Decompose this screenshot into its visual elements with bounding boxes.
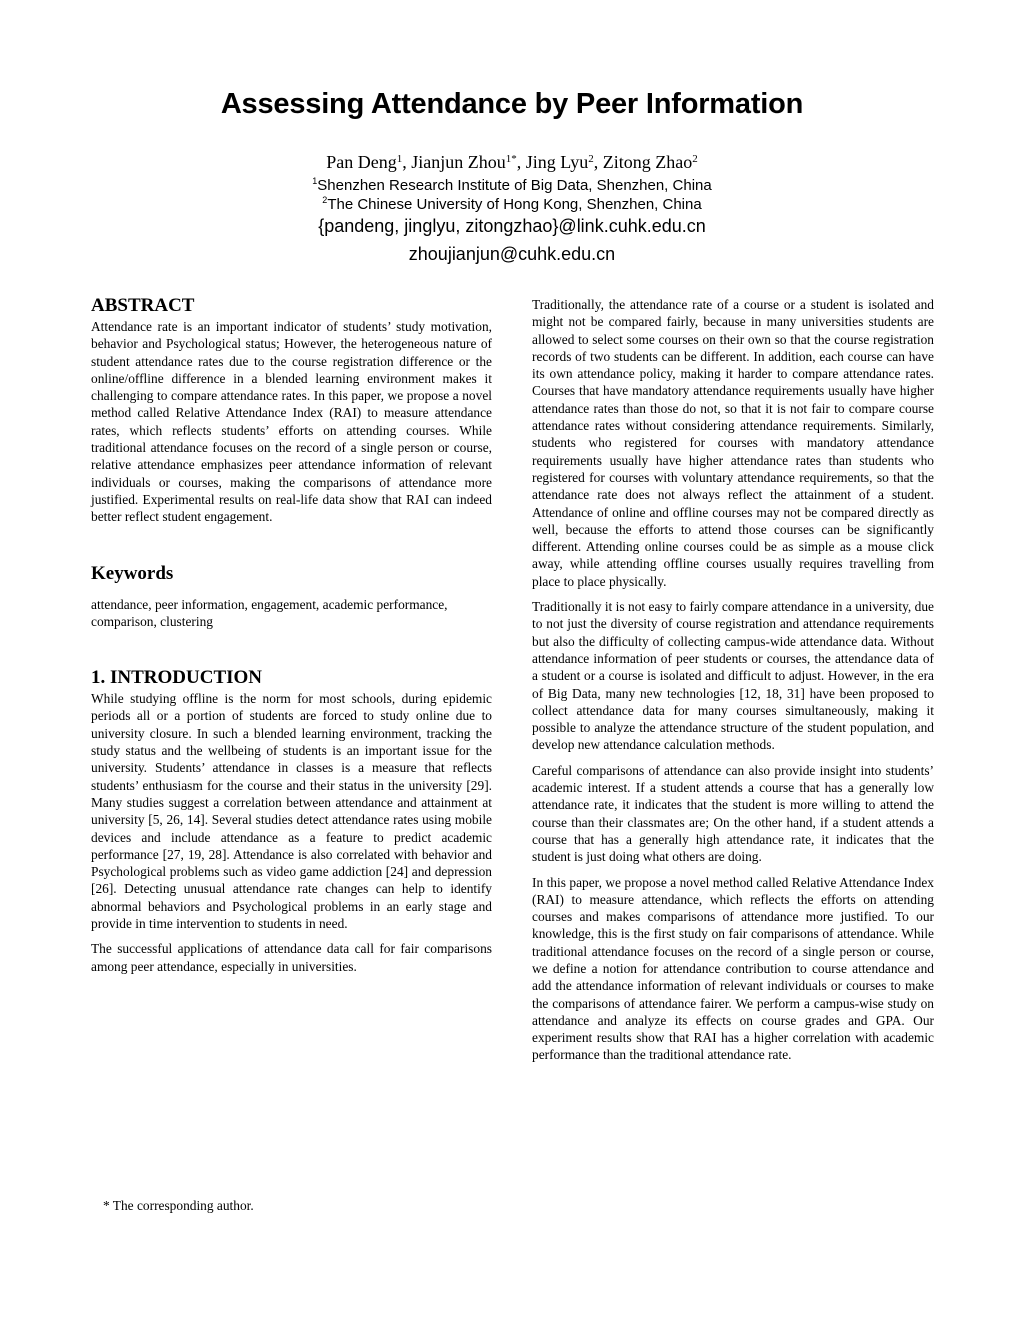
affiliation-text: The Chinese University of Hong Kong, Shenzhen, China	[327, 196, 702, 213]
affiliation-2	[0, 196, 1024, 213]
intro-paragraph: Traditionally it is not easy to fairly compare attendance in a university, due to not just the diversity of course registration and attendance requirements but also the difficulty of collecting campus-wide attendance data. Without attendance information of peer students or courses, the attendance data of a student or a course is isolated and difficult to adjust. However, in the era of Big Data, many new technologies [12, 18, 31] have been proposed to collect attendance data for many courses simultaneously, making it possible to analyze the attendance structure of the student population, and develop new attendance calculation methods.	[532, 599, 934, 753]
abstract-text: Attendance rate is an important indicator of students’ study motivation, behavior and Psychological status; However, the heterogeneous nature of student attendance rates due to the course registration difference or the online/offline difference in a blended learning environment makes it challenging to compare attendance rates. In this paper, we propose a novel method called Relative Attendance Index (RAI) to measure attendance rates, which reflects students’ efforts on attending courses. While traditional attendance focuses on the record of a single person or course, relative attendance emphasizes peer attendance information of relevant individuals or courses, making the comparisons of attendance more justified. Experimental results on real-life data show that RAI can indeed better reflect student engagement.	[91, 319, 492, 525]
author-affil-mark: 1	[396, 153, 403, 165]
email-line-2: zhoujianjun@cuhk.edu.cn	[408, 244, 616, 264]
intro-paragraph: Careful comparisons of attendance can also provide insight into students’ academic interest. If a student attends a course that has a generally low attendance rate, it indicates that the student is more willing to attend the course than their classmates are; On the other hand, if a student attends a course that has a generally high attendance rate, it indicates that the student is just doing what others are doing.	[532, 762, 934, 865]
left-column	[91, 294, 492, 983]
author-name: Jianjun Zhou	[411, 152, 506, 172]
affiliation-text: Shenzhen Research Institute of Big Data, Shenzhen, China	[317, 177, 712, 194]
introduction-heading: 1. INTRODUCTION	[91, 667, 263, 689]
footnote: * The corresponding author.	[103, 1198, 254, 1213]
keywords-heading: Keywords	[91, 562, 174, 584]
email-line-1: {pandeng, jinglyu, zitongzhao}@link.cuhk.edu.cn	[318, 216, 706, 236]
intro-paragraph: The successful applications of attendance data call for fair comparisons among peer attendance, especially in universities.	[91, 941, 492, 974]
intro-paragraph: Traditionally, the attendance rate of a course or a student is isolated and might not be compared fairly, because in many universities students are allowed to select some courses on their own so that the course registration records of two students can be different. In addition, each course can have its own attendance policy, making it harder to compare attendance rates. Courses that have mandatory attendance requirements usually have higher attendance rates than those do not, so that it is not fair to compare course attendance rates without considering attendance requirements. Similarly, students who registered for courses with mandatory attendance requirements usually have higher attendance rates than students who registered for courses with voluntary attendance requirements, so that the attendance rate does not always reflect the attainment of a student. Attendance of online and offline courses may not be compared directly as well, because the efforts to attend those courses can be significantly different. Attending online courses could be as simple as a mouse click away, while attending offline courses usually requires travelling from place to place physically.	[532, 297, 934, 589]
author-affil-mark: 2	[588, 153, 594, 165]
author-name: Pan Deng	[326, 152, 397, 172]
affiliation-mark: 2	[322, 195, 328, 205]
affiliation-mark: 1	[312, 176, 318, 186]
paper-title: Assessing Attendance by Peer Information	[220, 88, 804, 120]
keywords-text: attendance, peer information, engagement, academic performance, comparison, clustering	[91, 596, 448, 629]
author-line: Pan Deng$^1$, Jianjun Zhou$^{1*}$, Jing Lyu$^2$, Zitong Zhao$^2$	[326, 152, 698, 172]
author-affil-mark: 2	[692, 153, 698, 165]
abstract-heading: ABSTRACT	[91, 295, 195, 316]
author-name: Zitong Zhao	[602, 152, 693, 172]
intro-paragraph: In this paper, we propose a novel method called Relative Attendance Index (RAI) to measure attendance, which reflects the efforts on attending courses and makes comparisons of attendance more justified. To our knowledge, this is the first study on fair comparisons of attendance. While traditional attendance focuses on the record of a single person or course, we define a notion for attendance contribution to course attendance and add the attendance information of relevant individuals or courses to make the comparisons of attendance fairer. We perform a campus-wise study on attendance and analyze its effects on course grades and GPA. Our experiment results show that RAI has a higher correlation with academic performance than the traditional attendance rate.	[532, 874, 934, 1063]
right-column	[532, 296, 934, 1072]
author-affil-mark: 1*	[505, 153, 517, 165]
intro-paragraph: While studying offline is the norm for most schools, during epidemic periods all or a portion of students are forced to study online due to university closure. In such a blended learning environment, tracking the study status and the wellbeing of students is an important issue for the university. Students’ attendance in classes is a measure that reflects students’ enthusiasm for the course and their status in the university [29]. Many studies suggest a correlation between attendance and attainment at university [5, 26, 14]. Several studies detect attendance rates using mobile devices and include attendance as a feature to predict academic performance [27, 19, 28]. Attendance is also correlated with behavior and Psychological problems such as video game addiction [24] and depression [26]. Detecting unusual attendance rate changes can help to identify abnormal behaviors and Psychological problems in an early stage and provide in time intervention to students in need.	[91, 691, 492, 932]
affiliation-1	[0, 177, 1024, 194]
author-name: Jing Lyu	[525, 152, 589, 172]
